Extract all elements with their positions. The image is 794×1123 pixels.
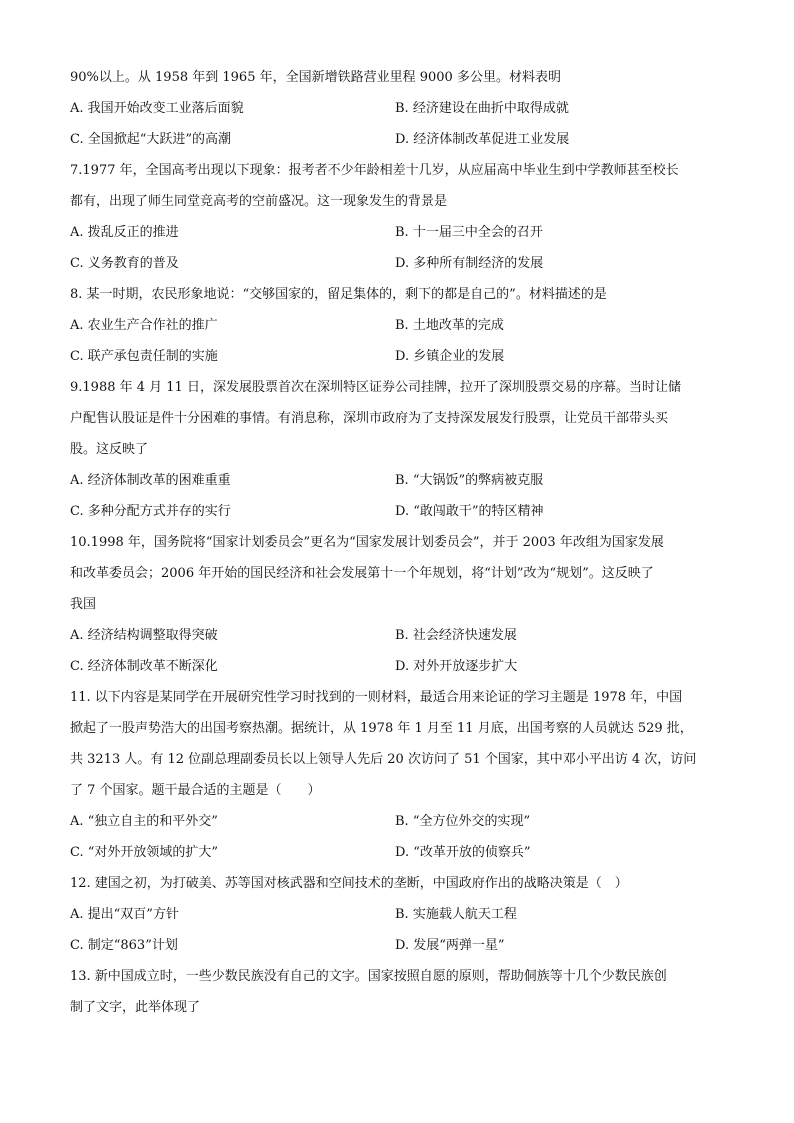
question-line: 和改革委员会；2006 年开始的国民经济和社会发展第十一个年规划，将“计划”改为“规划”。这反映了 xyxy=(70,566,654,581)
exam-page xyxy=(70,62,730,1023)
question-line: 都有，出现了师生同堂竞高考的空前盛况。这一现象发生的背景是 xyxy=(70,194,448,209)
options-row xyxy=(70,465,730,496)
options-row xyxy=(70,620,730,651)
option-b: B. 实施载人航天工程 xyxy=(395,907,517,922)
option-c: C. “对外开放领域的扩大” xyxy=(70,845,219,860)
option-c: C. 制定“863”计划 xyxy=(70,938,178,953)
question-12 xyxy=(70,868,730,961)
question-7 xyxy=(70,155,730,279)
option-c: C. 义务教育的普及 xyxy=(70,256,179,271)
question-line: 了 7 个国家。题干最合适的主题是（ ） xyxy=(70,783,321,798)
option-c: C. 联产承包责任制的实施 xyxy=(70,349,218,364)
question-line: 共 3213 人。有 12 位副总理副委员长以上领导人先后 20 次访问了 51 个国家，其中邓小平出访 4 次，访问 xyxy=(70,752,697,767)
intro-options-row-2 xyxy=(70,124,730,155)
question-line: 13. 新中国成立时，一些少数民族没有自己的文字。国家按照自愿的原则，帮助侗族等十几个少数民族创 xyxy=(70,969,667,984)
question-line: 户配售认股证是件十分困难的事情。有消息称，深圳市政府为了支持深发展发行股票，让党员干部带头买 xyxy=(70,411,669,426)
options-row xyxy=(70,248,730,279)
option-d: D. 对外开放逐步扩大 xyxy=(395,659,518,674)
option-d: D. “改革开放的侦察兵” xyxy=(395,845,531,860)
options-row xyxy=(70,806,730,837)
option-c: C. 全国掀起“大跃进”的高潮 xyxy=(70,132,232,147)
option-a: A. 农业生产合作社的推广 xyxy=(70,318,218,333)
option-c: C. 多种分配方式并存的实行 xyxy=(70,504,231,519)
question-11 xyxy=(70,682,730,868)
options-row xyxy=(70,341,730,372)
question-13 xyxy=(70,961,730,1023)
option-a: A. 拨乱反正的推进 xyxy=(70,225,179,240)
question-line: 9.1988 年 4 月 11 日，深发展股票首次在深圳特区证券公司挂牌，拉开了深圳股票交易的序幕。当时让储 xyxy=(70,380,681,395)
option-d: D. “敢闯敢干”的特区精神 xyxy=(395,504,544,519)
option-b: B. 土地改革的完成 xyxy=(395,318,504,333)
option-b: B. 社会经济快速发展 xyxy=(395,628,517,643)
option-a: A. 提出“双百”方针 xyxy=(70,907,179,922)
option-b: B. 经济建设在曲折中取得成就 xyxy=(395,101,569,116)
question-line: 10.1998 年，国务院将“国家计划委员会”更名为“国家发展计划委员会”，并于 2003 年改组为国家发展 xyxy=(70,535,664,550)
option-d: D. 多种所有制经济的发展 xyxy=(395,256,544,271)
intro-options-row-1 xyxy=(70,93,730,124)
question-line: 我国 xyxy=(70,597,97,612)
question-line: 股。这反映了 xyxy=(70,442,149,457)
question-8 xyxy=(70,279,730,372)
option-a: A. 经济结构调整取得突破 xyxy=(70,628,218,643)
options-row xyxy=(70,310,730,341)
options-row xyxy=(70,651,730,682)
intro-text: 90%以上。从 1958 年到 1965 年，全国新增铁路营业里程 9000 多公里。材料表明 xyxy=(70,70,561,85)
option-d: D. 经济体制改革促进工业发展 xyxy=(395,132,570,147)
question-line: 12. 建国之初，为打破美、苏等国对核武器和空间技术的垄断，中国政府作出的战略决策是（ ） xyxy=(70,876,628,891)
option-a: A. 我国开始改变工业落后面貌 xyxy=(70,101,244,116)
option-b: B. “全方位外交的实现” xyxy=(395,814,531,829)
option-a: A. 经济体制改革的困难重重 xyxy=(70,473,231,488)
question-line: 7.1977 年，全国高考出现以下现象：报考者不少年龄相差十几岁，从应届高中毕业生到中学教师甚至校长 xyxy=(70,163,679,178)
question-line: 制了文字，此举体现了 xyxy=(70,1000,201,1015)
question-line: 8. 某一时期，农民形象地说：“交够国家的，留足集体的，剩下的都是自己的”。材料描述的是 xyxy=(70,287,607,302)
option-d: D. 发展“两弹一星” xyxy=(395,938,505,953)
options-row xyxy=(70,899,730,930)
option-b: B. 十一届三中全会的召开 xyxy=(395,225,543,240)
options-row xyxy=(70,217,730,248)
options-row xyxy=(70,930,730,961)
question-9 xyxy=(70,372,730,527)
question-line: 11. 以下内容是某同学在开展研究性学习时找到的一则材料，最适合用来论证的学习主题是 1978 年，中国 xyxy=(70,690,683,705)
options-row xyxy=(70,496,730,527)
question-line: 掀起了一股声势浩大的出国考察热潮。据统计，从 1978 年 1 月至 11 月底，出国考察的人员就达 529 批， xyxy=(70,721,693,736)
option-b: B. “大锅饭”的弊病被克服 xyxy=(395,473,544,488)
options-row xyxy=(70,837,730,868)
question-10 xyxy=(70,527,730,682)
option-a: A. “独立自主的和平外交” xyxy=(70,814,218,829)
option-d: D. 乡镇企业的发展 xyxy=(395,349,505,364)
option-c: C. 经济体制改革不断深化 xyxy=(70,659,218,674)
